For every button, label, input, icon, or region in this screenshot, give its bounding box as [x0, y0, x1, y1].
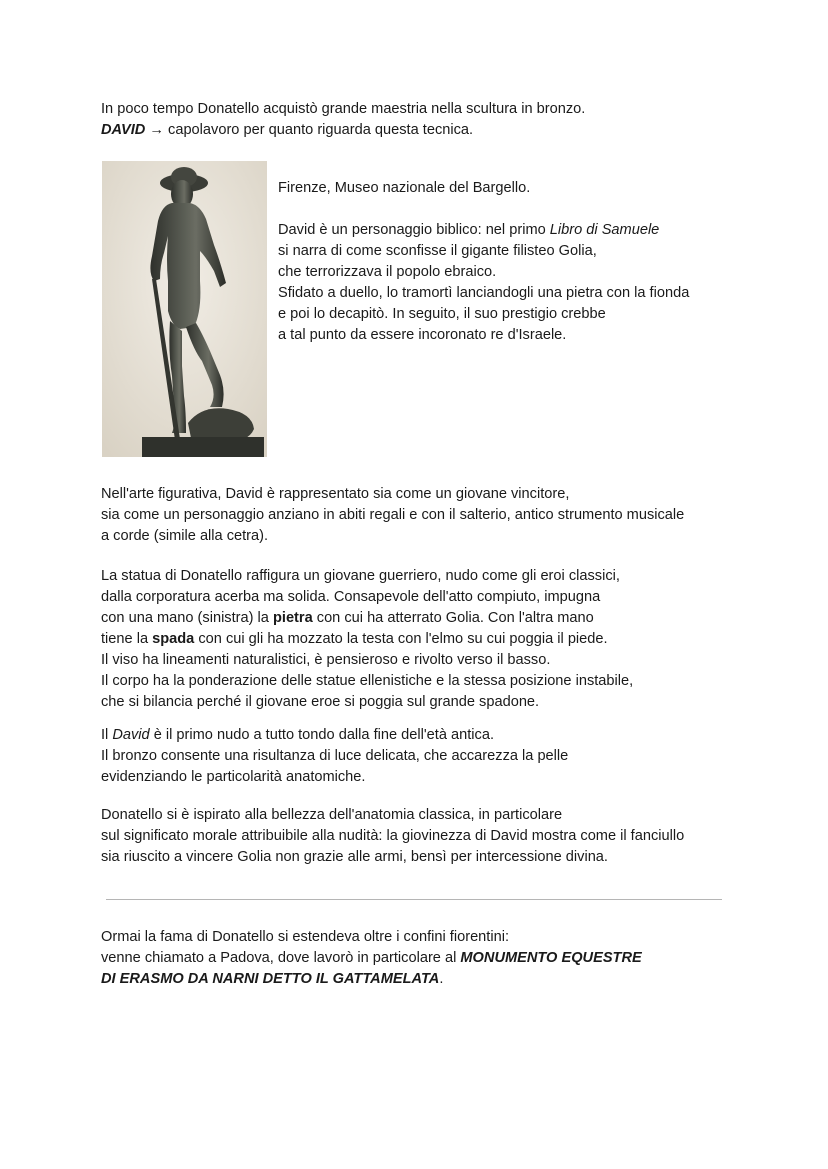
para-line: sia riuscito a vincere Golia non grazie alle armi, bensì per intercessione divina. [101, 849, 608, 865]
para-line: sia come un personaggio anziano in abiti regali e con il salterio, antico strumento musicale [101, 507, 685, 523]
para-line [101, 948, 741, 969]
biblical-paragraph [278, 220, 738, 346]
intro-line: In poco tempo Donatello acquistò grande maestria nella scultura in bronzo. [101, 101, 586, 117]
para-line: La statua di Donatello raffigura un giovane guerriero, nudo come gli eroi classici, [101, 568, 620, 584]
caption-text: Firenze, Museo nazionale del Bargello. [278, 180, 531, 196]
keyword-pietra: pietra [272, 610, 313, 626]
keyword-spada: spada [152, 631, 195, 647]
monument-title: DI ERASMO DA NARNI DETTO IL GATTAMELATA [101, 971, 440, 987]
bible-line: si narra di come sconfisse il gigante filisteo Golia, [278, 243, 597, 259]
intro-line [101, 120, 741, 141]
padova-paragraph [101, 927, 741, 990]
intro-paragraph [101, 99, 741, 141]
para-line: Il viso ha lineamenti naturalistici, è pensieroso e rivolto verso il basso. [101, 652, 551, 668]
bible-line: a tal punto da essere incoronato re d'Israele. [278, 327, 567, 343]
bible-line: e poi lo decapitò. In seguito, il suo prestigio crebbe [278, 306, 606, 322]
bible-line: Sfidato a duello, lo tramortì lanciandogli una pietra con la fionda [278, 285, 690, 301]
para-line: che si bilancia perché il giovane eroe si poggia sul grande spadone. [101, 694, 540, 710]
book-title: Libro di Samuele [549, 222, 660, 238]
david-statue-image [102, 161, 267, 457]
figurative-art-paragraph [101, 484, 741, 547]
bible-text: David è un personaggio biblico: nel primo [278, 222, 550, 238]
para-line: dalla corporatura acerba ma solida. Consapevole dell'atto compiuto, impugna [101, 589, 601, 605]
statue-description-paragraph [101, 566, 741, 713]
para-text: venne chiamato a Padova, dove lavorò in particolare al [101, 950, 461, 966]
para-text: tiene la [101, 631, 153, 647]
intro-line-text: → capolavoro per quanto riguarda questa tecnica. [145, 122, 474, 138]
para-text: Il [101, 727, 113, 743]
inspiration-paragraph [101, 805, 741, 868]
para-text: con cui gli ha mozzato la testa con l'elmo su cui poggia il piede. [194, 631, 608, 647]
para-text: con una mano (sinistra) la [101, 610, 273, 626]
para-line: sul significato morale attribuibile alla nudità: la giovinezza di David mostra come il fanciullo [101, 828, 685, 844]
section-divider [106, 899, 722, 900]
para-line: evidenziando le particolarità anatomiche. [101, 769, 366, 785]
para-line: Nell'arte figurativa, David è rappresentato sia come un giovane vincitore, [101, 486, 570, 502]
para-line [101, 725, 741, 746]
para-line [101, 629, 741, 650]
para-text: . [439, 971, 444, 987]
para-line: Il corpo ha la ponderazione delle statue ellenistiche e la stessa posizione instabile, [101, 673, 634, 689]
image-caption [278, 178, 738, 199]
bible-line: che terrorizzava il popolo ebraico. [278, 264, 497, 280]
david-title: DAVID [101, 122, 146, 138]
para-text: con cui ha atterrato Golia. Con l'altra mano [312, 610, 594, 626]
para-line: a corde (simile alla cetra). [101, 528, 269, 544]
nude-paragraph [101, 725, 741, 788]
para-text: è il primo nudo a tutto tondo dalla fine dell'età antica. [149, 727, 495, 743]
monument-title: MONUMENTO EQUESTRE [460, 950, 642, 966]
para-line [101, 608, 741, 629]
work-title: David [112, 727, 150, 743]
para-line: Donatello si è ispirato alla bellezza dell'anatomia classica, in particolare [101, 807, 563, 823]
bible-line [278, 220, 738, 241]
para-line: Ormai la fama di Donatello si estendeva oltre i confini fiorentini: [101, 929, 510, 945]
para-line: Il bronzo consente una risultanza di luce delicata, che accarezza la pelle [101, 748, 569, 764]
david-statue-illustration [102, 161, 267, 457]
para-line [101, 969, 741, 990]
